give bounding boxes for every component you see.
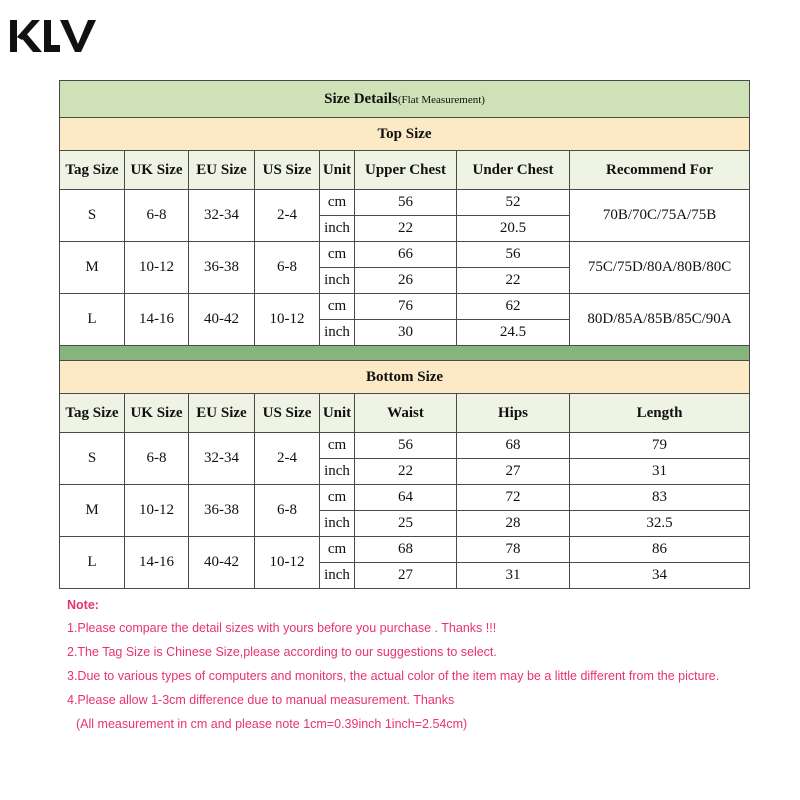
column-header: Waist (355, 394, 457, 433)
column-header: Recommend For (570, 151, 750, 190)
column-header: US Size (255, 151, 320, 190)
column-header: Upper Chest (355, 151, 457, 190)
note-line: 4.Please allow 1-3cm difference due to manual measurement. Thanks (67, 693, 455, 707)
unit-cell: cm (320, 433, 355, 459)
eu-size-cell: 40-42 (189, 294, 255, 346)
waist-cell: 68 (355, 537, 457, 563)
tag-size-cell: L (60, 537, 125, 589)
under-chest-cell: 20.5 (457, 216, 570, 242)
table-row (60, 485, 750, 511)
brand-logo (8, 16, 96, 56)
upper-chest-cell: 56 (355, 190, 457, 216)
under-chest-cell: 62 (457, 294, 570, 320)
unit-cell: inch (320, 511, 355, 537)
recommend-cell: 70B/70C/75A/75B (570, 190, 750, 242)
column-header: Length (570, 394, 750, 433)
uk-size-cell: 14-16 (125, 294, 189, 346)
column-header: Unit (320, 151, 355, 190)
divider (60, 346, 750, 361)
length-cell: 83 (570, 485, 750, 511)
column-header: UK Size (125, 151, 189, 190)
recommend-cell: 75C/75D/80A/80B/80C (570, 242, 750, 294)
hips-cell: 27 (457, 459, 570, 485)
length-cell: 31 (570, 459, 750, 485)
hips-cell: 68 (457, 433, 570, 459)
bottom-section-row (60, 361, 750, 394)
size-chart-table (59, 80, 750, 589)
waist-cell: 22 (355, 459, 457, 485)
unit-cell: cm (320, 242, 355, 268)
column-header: Under Chest (457, 151, 570, 190)
column-header: Tag Size (60, 394, 125, 433)
table-row (60, 433, 750, 459)
column-header: EU Size (189, 394, 255, 433)
length-cell: 34 (570, 563, 750, 589)
uk-size-cell: 6-8 (125, 190, 189, 242)
note-line: (All measurement in cm and please note 1cm=0.39inch 1inch=2.54cm) (76, 717, 468, 731)
unit-cell: inch (320, 459, 355, 485)
hips-cell: 78 (457, 537, 570, 563)
table-title-row (60, 81, 750, 118)
uk-size-cell: 10-12 (125, 242, 189, 294)
notes-section (67, 598, 719, 739)
us-size-cell: 2-4 (255, 190, 320, 242)
under-chest-cell: 56 (457, 242, 570, 268)
length-cell: 86 (570, 537, 750, 563)
unit-cell: cm (320, 537, 355, 563)
section-divider-band (60, 346, 750, 361)
tag-size-cell: M (60, 242, 125, 294)
recommend-cell: 80D/85A/85B/85C/90A (570, 294, 750, 346)
table-row (60, 190, 750, 216)
column-header: Unit (320, 394, 355, 433)
table-row (60, 242, 750, 268)
column-header: Hips (457, 394, 570, 433)
upper-chest-cell: 26 (355, 268, 457, 294)
uk-size-cell: 14-16 (125, 537, 189, 589)
table-row (60, 537, 750, 563)
note-line: 1.Please compare the detail sizes with yours before you purchase . Thanks !!! (67, 621, 497, 635)
waist-cell: 25 (355, 511, 457, 537)
hips-cell: 28 (457, 511, 570, 537)
column-header: EU Size (189, 151, 255, 190)
bottom-section-title: Bottom Size (60, 361, 750, 394)
top-section-title: Top Size (60, 118, 750, 151)
eu-size-cell: 40-42 (189, 537, 255, 589)
upper-chest-cell: 30 (355, 320, 457, 346)
note-line: 3.Due to various types of computers and monitors, the actual color of the item may be a little different from the picture. (67, 669, 720, 683)
unit-cell: inch (320, 320, 355, 346)
unit-cell: cm (320, 190, 355, 216)
hips-cell: 31 (457, 563, 570, 589)
top-section-row (60, 118, 750, 151)
length-cell: 79 (570, 433, 750, 459)
eu-size-cell: 36-38 (189, 485, 255, 537)
waist-cell: 27 (355, 563, 457, 589)
upper-chest-cell: 22 (355, 216, 457, 242)
waist-cell: 64 (355, 485, 457, 511)
table-title: Size Details(Flat Measurement) (60, 81, 750, 118)
unit-cell: cm (320, 485, 355, 511)
uk-size-cell: 6-8 (125, 433, 189, 485)
notes-title: Note: (67, 598, 99, 612)
uk-size-cell: 10-12 (125, 485, 189, 537)
table-row (60, 294, 750, 320)
hips-cell: 72 (457, 485, 570, 511)
upper-chest-cell: 66 (355, 242, 457, 268)
under-chest-cell: 22 (457, 268, 570, 294)
unit-cell: cm (320, 294, 355, 320)
upper-chest-cell: 76 (355, 294, 457, 320)
column-header: US Size (255, 394, 320, 433)
table-title-note: (Flat Measurement) (397, 93, 485, 106)
us-size-cell: 2-4 (255, 433, 320, 485)
tag-size-cell: L (60, 294, 125, 346)
us-size-cell: 6-8 (255, 242, 320, 294)
unit-cell: inch (320, 563, 355, 589)
klv-logo-icon (8, 16, 96, 56)
us-size-cell: 10-12 (255, 294, 320, 346)
us-size-cell: 10-12 (255, 537, 320, 589)
us-size-cell: 6-8 (255, 485, 320, 537)
column-header: UK Size (125, 394, 189, 433)
tag-size-cell: M (60, 485, 125, 537)
unit-cell: inch (320, 216, 355, 242)
waist-cell: 56 (355, 433, 457, 459)
length-cell: 32.5 (570, 511, 750, 537)
eu-size-cell: 32-34 (189, 190, 255, 242)
eu-size-cell: 36-38 (189, 242, 255, 294)
tag-size-cell: S (60, 190, 125, 242)
under-chest-cell: 52 (457, 190, 570, 216)
bottom-header-row (60, 394, 750, 433)
under-chest-cell: 24.5 (457, 320, 570, 346)
unit-cell: inch (320, 268, 355, 294)
eu-size-cell: 32-34 (189, 433, 255, 485)
column-header: Tag Size (60, 151, 125, 190)
note-line: 2.The Tag Size is Chinese Size,please according to our suggestions to select. (67, 645, 497, 659)
tag-size-cell: S (60, 433, 125, 485)
top-header-row (60, 151, 750, 190)
